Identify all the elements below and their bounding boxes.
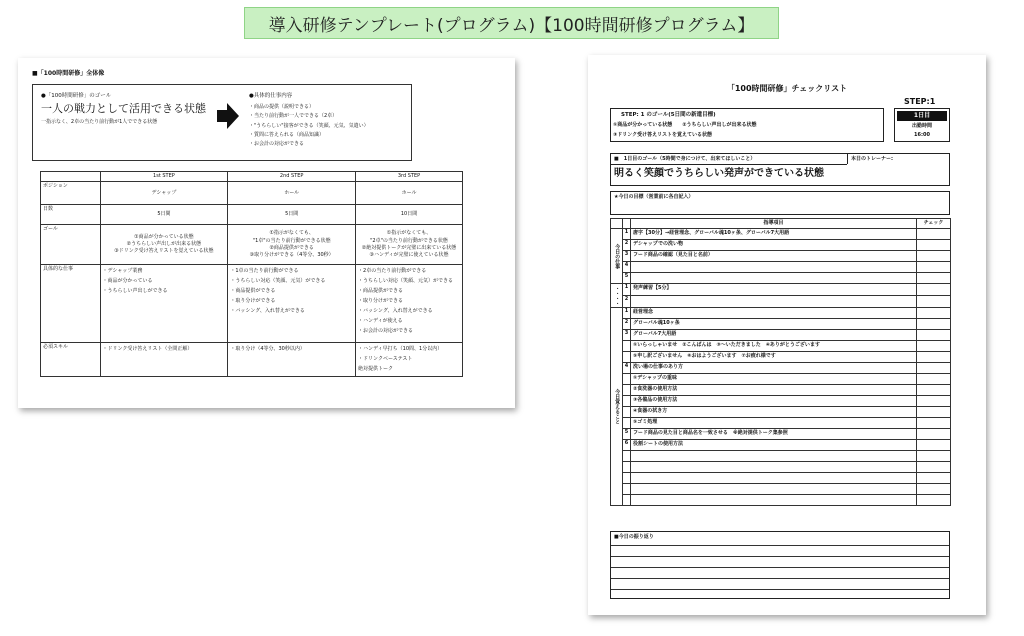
check-cell[interactable] xyxy=(917,262,951,273)
item-number: 4 xyxy=(623,363,631,374)
table-row xyxy=(611,240,951,251)
cell-line: ②商品提供ができる xyxy=(269,244,314,251)
table-row xyxy=(611,473,951,484)
check-cell[interactable] xyxy=(917,451,951,462)
check-cell[interactable] xyxy=(917,284,951,296)
step-table xyxy=(40,171,463,377)
table-cell: デシャップ xyxy=(100,182,228,205)
goal-box xyxy=(32,84,412,161)
cell-line: ・バッシング、入れ替えができる xyxy=(230,308,305,315)
arrow-right-icon xyxy=(217,103,239,129)
item-number xyxy=(623,352,631,363)
check-cell[interactable] xyxy=(917,484,951,495)
cell-line: ・商品提供ができる xyxy=(230,288,276,295)
check-cell[interactable] xyxy=(917,396,951,407)
item-number: 5 xyxy=(623,429,631,440)
item-text xyxy=(631,495,917,506)
day-box xyxy=(894,108,950,142)
cell-line: ・取り分けができる xyxy=(358,298,404,305)
checklist-sheet xyxy=(588,55,986,615)
col-check: チェック xyxy=(917,219,951,229)
time-value: 16:00 xyxy=(914,132,930,138)
cell-line: ・2卓の当たり前行動ができる xyxy=(358,268,427,275)
table-row xyxy=(611,330,951,341)
check-cell[interactable] xyxy=(917,308,951,319)
table-row xyxy=(611,273,951,284)
overview-section-title: ■「100時間研修」全体像 xyxy=(32,70,105,77)
step-label: STEP:1 xyxy=(904,97,936,106)
task-list xyxy=(249,103,369,149)
task-item: ・商品の提供（説明できる） xyxy=(249,104,315,110)
check-cell[interactable] xyxy=(917,363,951,374)
checklist-table xyxy=(610,218,951,506)
check-cell[interactable] xyxy=(917,429,951,440)
check-cell[interactable] xyxy=(917,273,951,284)
overview-sheet xyxy=(18,58,515,408)
row-label: ポジション xyxy=(41,182,101,205)
item-number: 6 xyxy=(623,440,631,451)
table-row xyxy=(611,440,951,451)
table-row xyxy=(611,462,951,473)
review-box xyxy=(610,531,950,599)
table-row xyxy=(611,418,951,429)
item-number xyxy=(623,396,631,407)
check-cell[interactable] xyxy=(917,495,951,506)
table-cell xyxy=(228,343,356,377)
row-label: 具体的な仕事 xyxy=(41,265,101,343)
item-number xyxy=(623,462,631,473)
step-goal-title: STEP: 1 のゴール(5日間の新遺目標) xyxy=(621,112,716,118)
today-target-box xyxy=(610,191,950,215)
item-number xyxy=(623,385,631,396)
item-number xyxy=(623,407,631,418)
task-item: ・"うちらしい"接客ができる（笑顔、元気、気遣い） xyxy=(249,122,369,129)
cell-line: "2卓"の当たり前行動ができる状態 xyxy=(370,237,448,244)
check-cell[interactable] xyxy=(917,418,951,429)
cell-line: 絶対提供トーク xyxy=(358,366,394,373)
cell-line: ・うちらしい対応（笑顔、元気）ができる xyxy=(230,278,326,285)
table-cell xyxy=(228,265,356,343)
step-goal-box xyxy=(610,108,884,142)
section-label: 今日の仕事 xyxy=(611,229,623,284)
item-text: 唐字【30分】→経営理念、グローバル魂10ヶ条、グローバル7大用語 xyxy=(631,229,917,240)
cell-line: ①指示がなくても、 xyxy=(269,230,314,237)
cell-line: ・1卓の当たり前行動ができる xyxy=(230,268,299,275)
cell-line: ②絶対提供トークが完璧に出来ている状態 xyxy=(361,244,457,251)
item-text xyxy=(631,473,917,484)
item-text: ①いらっしゃいませ ②こんばんは ③～いただきました ④ありがとうございます xyxy=(631,341,917,352)
check-cell[interactable] xyxy=(917,407,951,418)
day-label: 1日目 xyxy=(897,111,947,121)
check-cell[interactable] xyxy=(917,330,951,341)
table-row xyxy=(611,251,951,262)
check-cell[interactable] xyxy=(917,251,951,262)
item-text xyxy=(631,296,917,308)
item-number: 1 xyxy=(623,284,631,296)
check-cell[interactable] xyxy=(917,240,951,251)
cell-line: ・取り分けができる xyxy=(230,298,276,305)
item-number: 3 xyxy=(623,330,631,341)
cell-line: ②うちらしい声出しが出来る状態 xyxy=(126,241,202,248)
table-cell xyxy=(100,343,228,377)
check-cell[interactable] xyxy=(917,341,951,352)
cell-line: ・バッシング、入れ替えができる xyxy=(358,308,433,315)
item-number: 2 xyxy=(623,296,631,308)
item-text: グローバル魂10ヶ条 xyxy=(631,319,917,330)
item-text: 発声練習【5分】 xyxy=(631,284,917,296)
task-item: ・お会計の対応ができる xyxy=(249,141,305,147)
table-cell xyxy=(100,225,228,265)
item-text: ②食洗器の使用方法 xyxy=(631,385,917,396)
cell-line: ・商品提供ができる xyxy=(358,288,404,295)
item-text xyxy=(631,262,917,273)
day-goal-box xyxy=(610,153,950,186)
table-row xyxy=(611,341,951,352)
item-number: 4 xyxy=(623,262,631,273)
check-cell[interactable] xyxy=(917,473,951,484)
title-banner: 導入研修テンプレート(プログラム)【100時間研修プログラム】 xyxy=(244,7,779,39)
item-number: 5 xyxy=(623,273,631,284)
goal-sub: 一指示なく、2卓の当たり前行動が1人でできる状態 xyxy=(41,119,158,125)
item-number: 1 xyxy=(623,229,631,240)
table-cell xyxy=(228,225,356,265)
table-row xyxy=(611,385,951,396)
item-number xyxy=(623,473,631,484)
cell-line: ・ドリンク受け答えリスト（全問正解） xyxy=(102,346,193,353)
check-cell[interactable] xyxy=(917,319,951,330)
item-number xyxy=(623,341,631,352)
checklist-title: 「100時間研修」チェックリスト xyxy=(726,84,848,93)
item-text: ④食器の拭き方 xyxy=(631,407,917,418)
table-cell: 5日間 xyxy=(100,205,228,225)
item-number xyxy=(623,495,631,506)
item-number xyxy=(623,374,631,385)
section-label: ・・・・ xyxy=(611,284,623,308)
item-text xyxy=(631,451,917,462)
check-cell[interactable] xyxy=(917,374,951,385)
step-goal-line: ③ドリンク受け答えリストを覚えている状態 xyxy=(613,132,713,138)
table-row xyxy=(611,451,951,462)
table-cell xyxy=(100,265,228,343)
item-text: グローバル7大用語 xyxy=(631,330,917,341)
step-goal-line: ①商品が分かっている状態 ②うちらしい声出しが出来る状態 xyxy=(613,122,757,128)
table-row xyxy=(611,396,951,407)
cell-line: ・お会計の対応ができる xyxy=(358,328,414,335)
check-cell[interactable] xyxy=(917,440,951,451)
cell-line: ③ドリンク受け答えリストを覚えている状態 xyxy=(114,248,214,255)
table-row xyxy=(611,429,951,440)
table-cell xyxy=(356,265,463,343)
cell-line: ・ハンディ早打ち（10問、1分以内） xyxy=(358,346,443,353)
row-label: 日数 xyxy=(41,205,101,225)
item-text: 役割シートの使用方法 xyxy=(631,440,917,451)
table-cell: 10日間 xyxy=(356,205,463,225)
cell-line: ③ハンディが完璧に使えている状態 xyxy=(369,252,449,258)
item-number: 3 xyxy=(623,251,631,262)
table-cell: ホール xyxy=(228,182,356,205)
item-text xyxy=(631,462,917,473)
table-row xyxy=(611,484,951,495)
item-number: 2 xyxy=(623,240,631,251)
cell-line: ・うちらしい声出しができる xyxy=(102,288,168,295)
table-row xyxy=(611,495,951,506)
trainer-label: 本日のトレーナー: xyxy=(847,154,893,164)
table-row xyxy=(611,296,951,308)
check-cell[interactable] xyxy=(917,352,951,363)
cell-line: ・ハンディが使える xyxy=(358,318,403,325)
item-text: 洗い場の仕事のあり方 xyxy=(631,363,917,374)
check-cell[interactable] xyxy=(917,462,951,473)
table-cell: ホール xyxy=(356,182,463,205)
table-header: 1st STEP xyxy=(100,172,228,182)
table-row xyxy=(611,319,951,330)
table-header: 3rd STEP xyxy=(356,172,463,182)
col-item: 指導項目 xyxy=(631,219,917,229)
table-row xyxy=(611,284,951,296)
item-number: 1 xyxy=(623,308,631,319)
item-text xyxy=(631,273,917,284)
item-text: ③各備品の使用方法 xyxy=(631,396,917,407)
item-text: 経営理念 xyxy=(631,308,917,319)
task-item: ・当たり前行動が一人でできる（2卓） xyxy=(249,113,338,120)
item-number xyxy=(623,451,631,462)
table-header: 2nd STEP xyxy=(228,172,356,182)
today-target-label: ★今日の目標（営業前に各自記入） xyxy=(614,194,694,200)
cell-line: "1卓"の当たり前行動ができる状態 xyxy=(252,237,331,244)
cell-line: ①商品が分かっている状態 xyxy=(134,233,194,240)
review-label: ■今日の振り返り xyxy=(614,534,654,540)
cell-line: ・商品が分かっている xyxy=(102,278,153,285)
item-text: ⑤申し訳ございません ⑥おはようございます ⑦お疲れ様です xyxy=(631,352,917,363)
table-cell xyxy=(356,343,463,377)
row-label: ゴール xyxy=(41,225,101,265)
item-text: フード商品の見た目と商品名を一致させる ※絶対提供トーク集参照 xyxy=(631,429,917,440)
table-row xyxy=(611,352,951,363)
table-row xyxy=(611,363,951,374)
cell-line: ・デシャップ業務 xyxy=(102,268,143,275)
goal-main: 一人の戦力として活用できる状態 xyxy=(41,102,206,115)
item-text: ①デシャップの重味 xyxy=(631,374,917,385)
cell-line: ③取り分けができる（4等分、30秒） xyxy=(249,252,334,258)
item-text: フード商品の確認（見た目と名前） xyxy=(631,251,917,262)
table-row xyxy=(611,374,951,385)
item-number xyxy=(623,418,631,429)
task-item: ・質問に答えられる（商品知識） xyxy=(249,131,325,138)
check-cell[interactable] xyxy=(917,229,951,240)
table-row xyxy=(611,407,951,418)
table-cell xyxy=(356,225,463,265)
item-text xyxy=(631,484,917,495)
time-label: 出勤時間 xyxy=(911,123,932,129)
task-label: ●具体的仕事内容 xyxy=(249,93,293,99)
item-text: ⑤ゴミ処理 xyxy=(631,418,917,429)
item-number: 2 xyxy=(623,319,631,330)
row-label: 必須スキル xyxy=(41,343,101,377)
cell-line: ①指示がなくても、 xyxy=(386,230,432,237)
section-label: 今日覚えること xyxy=(611,308,623,506)
table-header xyxy=(41,172,101,182)
item-text: デシャップでの洗い物 xyxy=(631,240,917,251)
cell-line: ・ドリンクベーステスト xyxy=(358,356,413,363)
goal-label: ●「100時間研修」のゴール xyxy=(41,93,112,99)
table-row xyxy=(611,308,951,319)
item-number xyxy=(623,484,631,495)
cell-line: ・取り分け（4等分、30秒以内） xyxy=(230,346,305,353)
table-row xyxy=(611,229,951,240)
check-cell[interactable] xyxy=(917,385,951,396)
day-goal-label: ■ 1日目のゴール（5時間で身につけて、出来てほしいこと） xyxy=(614,156,756,162)
day-goal-main: 明るく笑顔でうちらしい発声ができている状態 xyxy=(614,168,824,179)
check-cell[interactable] xyxy=(917,296,951,308)
table-row xyxy=(611,262,951,273)
cell-line: ・うちらしい対応（笑顔、元気）ができる xyxy=(358,278,454,285)
table-cell: 5日間 xyxy=(228,205,356,225)
